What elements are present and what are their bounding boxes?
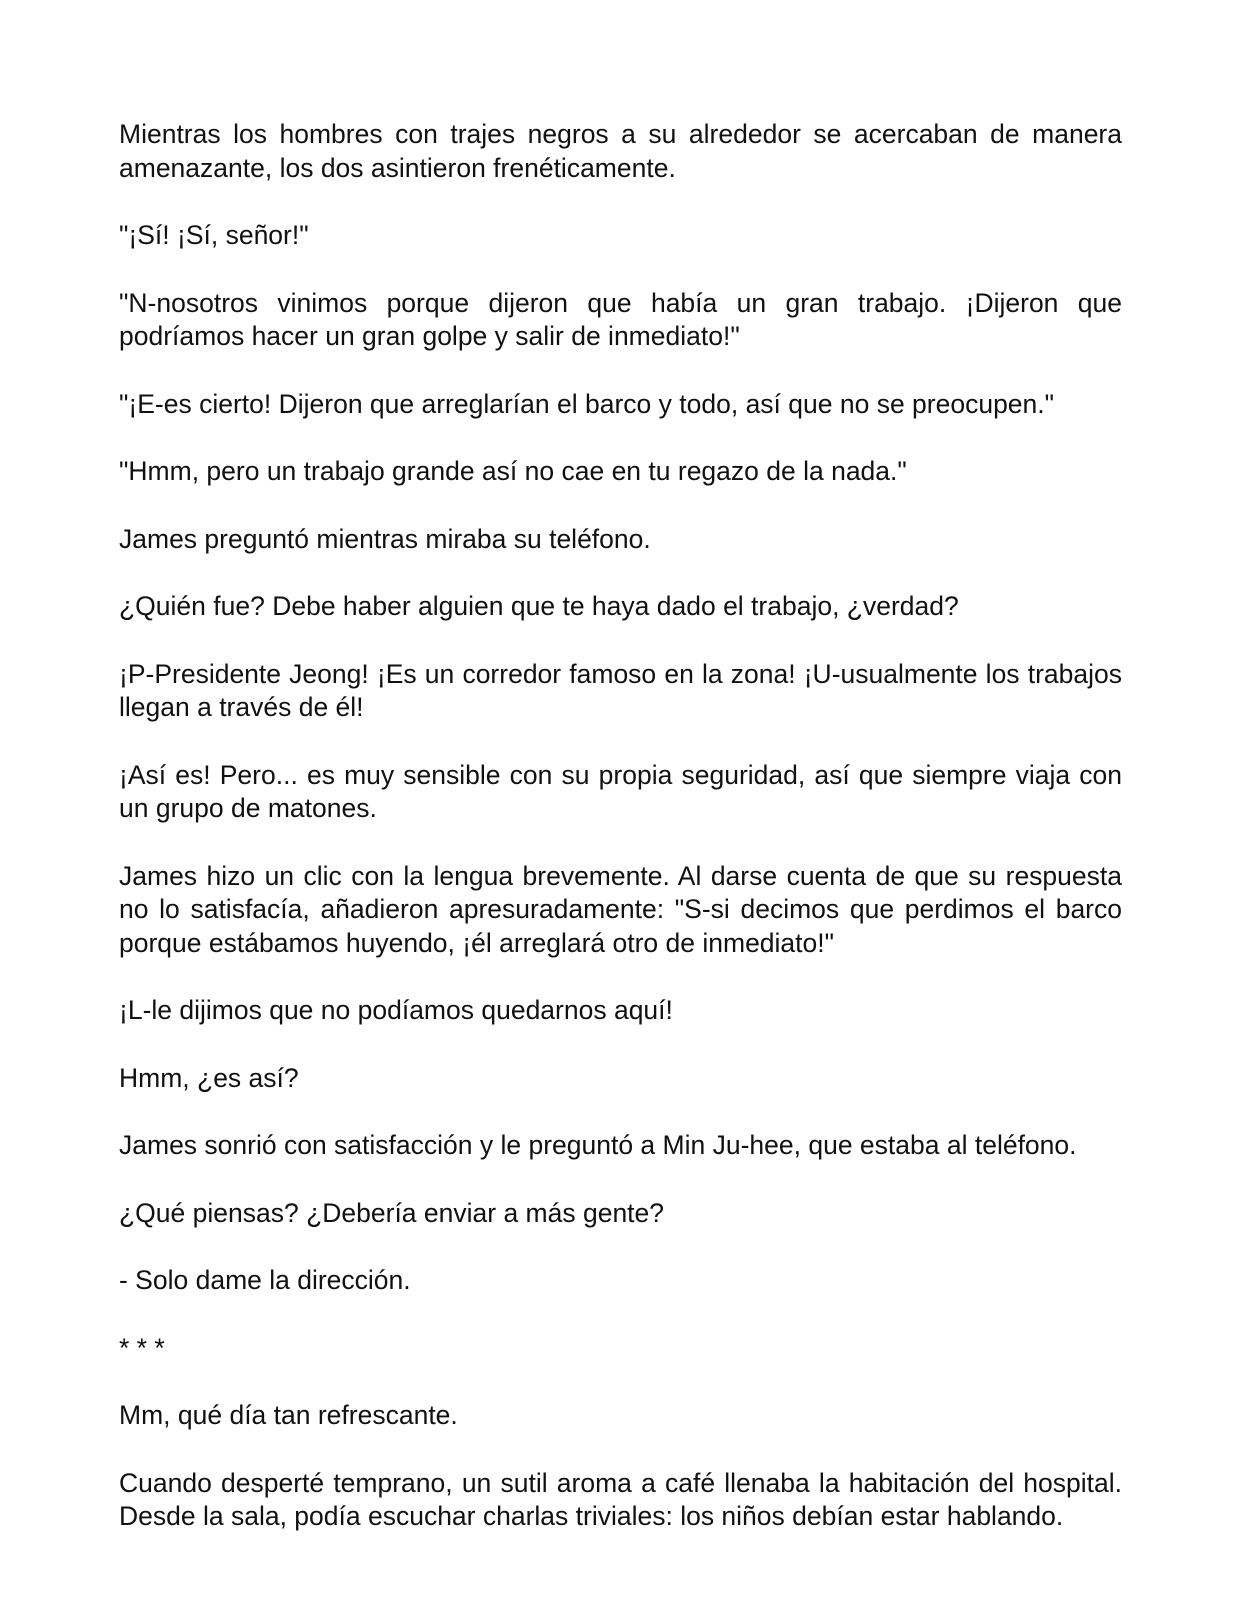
- paragraph: - Solo dame la dirección.: [119, 1265, 411, 1295]
- paragraph: James preguntó mientras miraba su teléfono.: [119, 523, 651, 554]
- paragraph: Mientras los hombres con trajes negros a su alrededor se acercaban de manera amenazante, los dos asintieron frenéticamente.: [119, 119, 1122, 183]
- paragraph: ¡Así es! Pero... es muy sensible con su propia seguridad, así que siempre viaja con un grupo de matones.: [119, 759, 1122, 823]
- paragraph: ¿Quién fue? Debe haber alguien que te haya dado el trabajo, ¿verdad?: [119, 591, 959, 621]
- paragraph: "¡Sí! ¡Sí, señor!": [119, 220, 309, 250]
- paragraph: James sonrió con satisfacción y le preguntó a Min Ju-hee, que estaba al teléfono.: [119, 1130, 1077, 1160]
- paragraph: ¡P-Presidente Jeong! ¡Es un corredor famoso en la zona! ¡U-usualmente los trabajos llegan a través de él!: [119, 658, 1122, 722]
- paragraph: ¡L-le dijimos que no podíamos quedarnos aquí!: [119, 995, 673, 1025]
- paragraph: ¿Qué piensas? ¿Debería enviar a más gente?: [119, 1197, 665, 1228]
- section-separator: * * *: [119, 1332, 165, 1363]
- paragraph: Mm, qué día tan refrescante.: [119, 1400, 458, 1430]
- paragraph: Hmm, ¿es así?: [119, 1062, 299, 1093]
- paragraph: "N-nosotros vinimos porque dijeron que había un gran trabajo. ¡Dijeron que podríamos hacer un gran golpe y salir de inmediato!": [119, 287, 1122, 351]
- paragraph: Cuando desperté temprano, un sutil aroma a café llenaba la habitación del hospital. Desde la sala, podía escuchar charlas triviales: los niños debían estar hablando.: [119, 1467, 1122, 1531]
- paragraph: "¡E-es cierto! Dijeron que arreglarían el barco y todo, así que no se preocupen.": [119, 388, 1055, 419]
- paragraph: "Hmm, pero un trabajo grande así no cae en tu regazo de la nada.": [119, 456, 907, 486]
- paragraph: James hizo un clic con la lengua brevemente. Al darse cuenta de que su respuesta no lo satisfacía, añadieron apresuradamente: "S-si decimos que perdimos el barco porque estábamos huyendo, ¡él arreglará otro de inmediato!": [119, 860, 1122, 958]
- document-page: [119, 118, 1122, 1568]
